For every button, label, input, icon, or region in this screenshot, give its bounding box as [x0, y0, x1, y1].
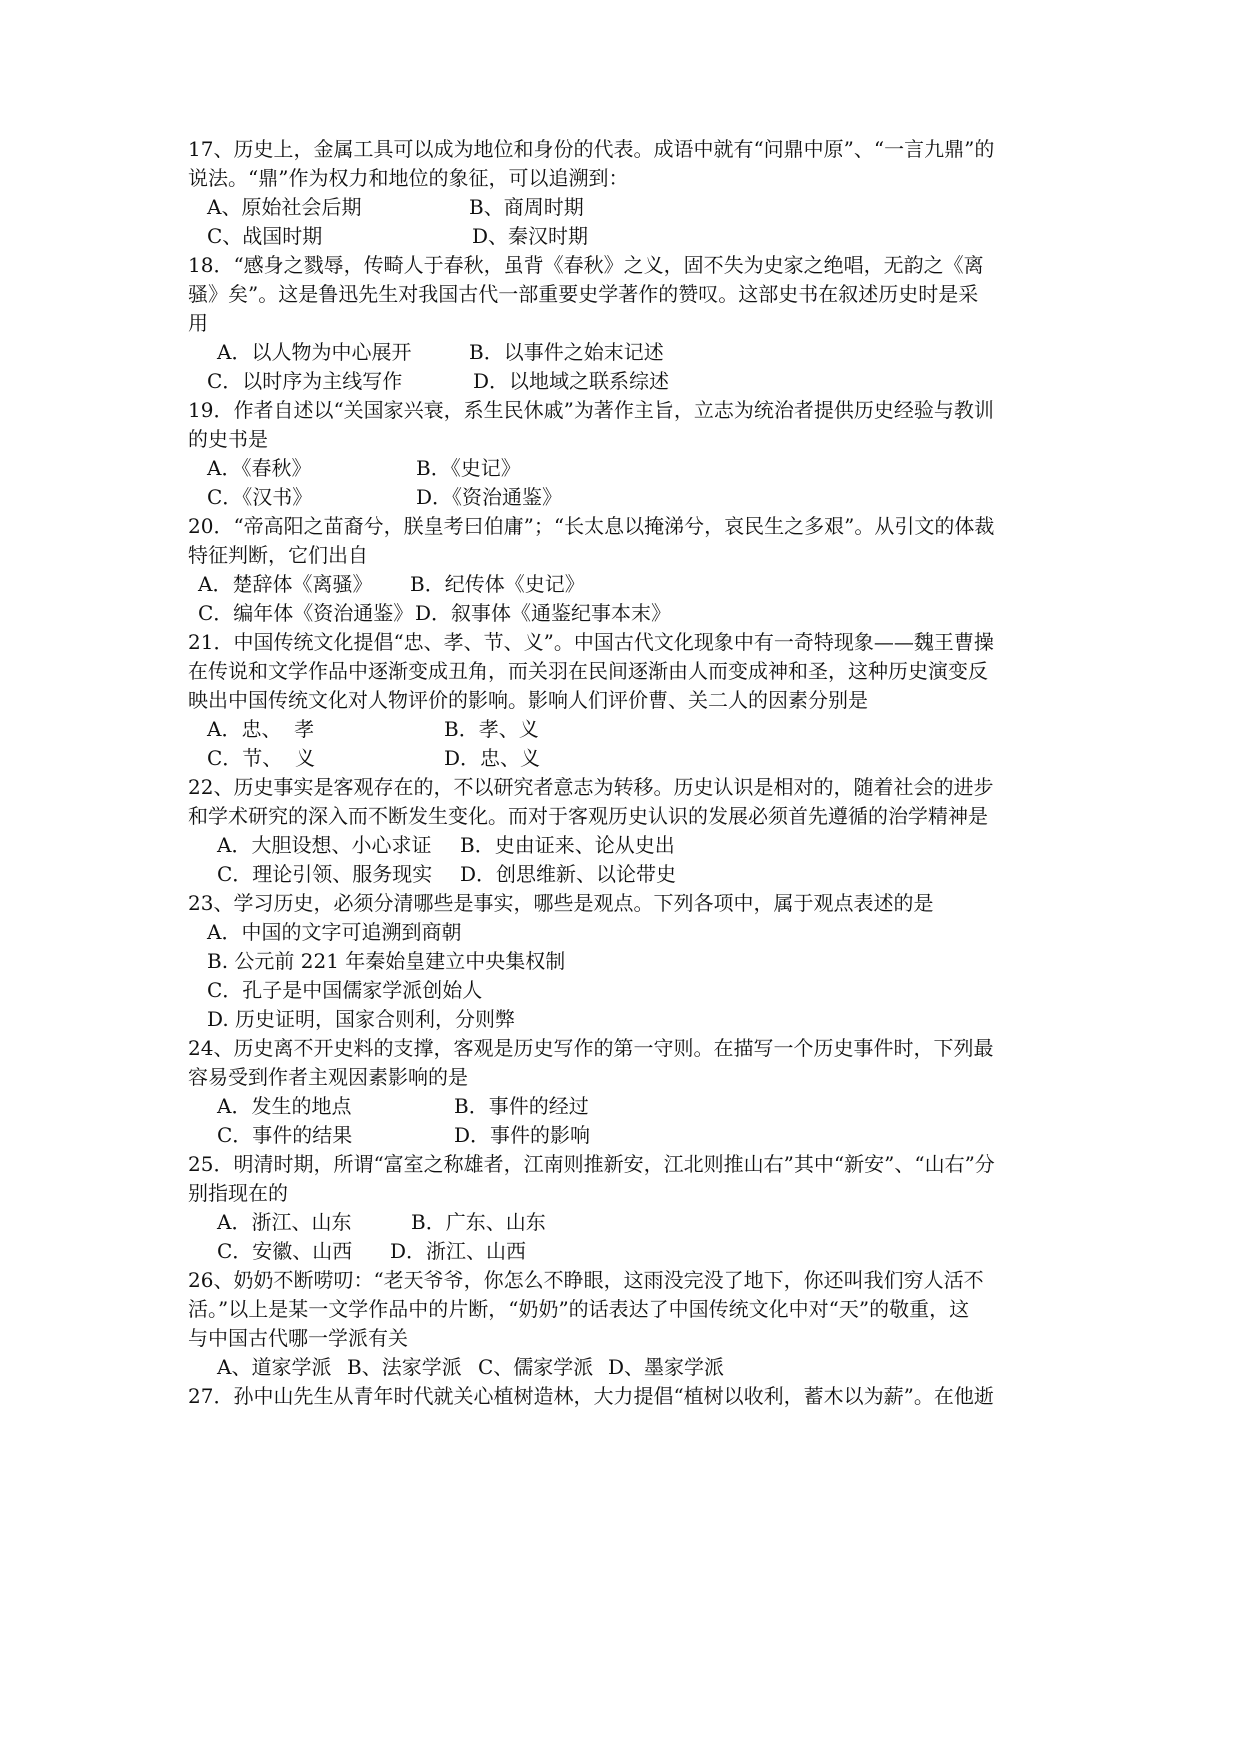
question-23-option-b[interactable]: B. 公元前 221 年秦始皇建立中央集权制 — [207, 949, 566, 973]
question-26-option-b[interactable]: B、法家学派 — [347, 1355, 462, 1379]
question-19-option-c[interactable]: C．《汉书》 — [207, 485, 313, 509]
question-17-option-b[interactable]: B、商周时期 — [469, 195, 584, 219]
question-20-stem-line-1: 20．“帝高阳之苗裔兮，朕皇考曰伯庸”；“长太息以掩涕兮，哀民生之多艰”。从引文的体裁 — [188, 514, 995, 538]
question-25-stem-line-2: 别指现在的 — [188, 1181, 288, 1205]
question-17-option-d[interactable]: D、秦汉时期 — [472, 224, 589, 248]
question-22-stem-line-2: 和学术研究的深入而不断发生变化。而对于客观历史认识的发展必须首先遵循的治学精神是 — [188, 804, 988, 828]
question-22-option-b[interactable]: B．史由证来、论从史出 — [460, 833, 675, 857]
question-21-option-a[interactable]: A．忠、 孝 — [207, 717, 315, 741]
question-17-option-a[interactable]: A、原始社会后期 — [207, 195, 362, 219]
question-19-stem-line-1: 19．作者自述以“关国家兴衰，系生民休戚”为著作主旨，立志为统治者提供历史经验与教训 — [188, 398, 994, 422]
question-24-stem-line-1: 24、历史离不开史料的支撑，客观是历史写作的第一守则。在描写一个历史事件时，下列最 — [188, 1036, 994, 1060]
question-19-option-a[interactable]: A．《春秋》 — [207, 456, 312, 480]
question-24-option-b[interactable]: B．事件的经过 — [454, 1094, 589, 1118]
question-19-option-b[interactable]: B．《史记》 — [416, 456, 521, 480]
question-20-option-a[interactable]: A．楚辞体《离骚》 — [198, 572, 373, 596]
question-22-option-a[interactable]: A．大胆设想、小心求证 — [217, 833, 432, 857]
question-18-option-a[interactable]: A．以人物为中心展开 — [217, 340, 412, 364]
question-22-option-d[interactable]: D．创思维新、以论带史 — [460, 862, 677, 886]
question-26-option-d[interactable]: D、墨家学派 — [608, 1355, 725, 1379]
question-19-stem-line-2: 的史书是 — [188, 427, 268, 451]
question-26-stem-line-2: 活。”以上是某一文学作品中的片断，“奶奶”的话表达了中国传统文化中对“天”的敬重，这 — [188, 1297, 970, 1321]
question-21-stem-line-3: 映出中国传统文化对人物评价的影响。影响人们评价曹、关二人的因素分别是 — [188, 688, 868, 712]
question-20-option-c[interactable]: C．编年体《资治通鉴》 — [198, 601, 414, 625]
question-21-option-c[interactable]: C．节、 义 — [207, 746, 316, 770]
question-25-option-c[interactable]: C．安徽、山西 — [217, 1239, 353, 1263]
question-18-option-b[interactable]: B．以事件之始末记述 — [469, 340, 664, 364]
question-25-option-a[interactable]: A．浙江、山东 — [217, 1210, 352, 1234]
question-20-option-b[interactable]: B．纪传体《史记》 — [410, 572, 585, 596]
question-25-stem-line-1: 25．明清时期，所谓“富室之称雄者，江南则推新安，江北则推山右”其中“新安”、“山右”分 — [188, 1152, 995, 1176]
question-18-stem-line-1: 18．“感身之戮辱，传畸人于春秋，虽背《春秋》之义，固不失为史家之绝唱，无韵之《离 — [188, 253, 984, 277]
question-24-option-d[interactable]: D．事件的影响 — [454, 1123, 591, 1147]
question-18-option-c[interactable]: C．以时序为主线写作 — [207, 369, 403, 393]
question-18-stem-line-3: 用 — [188, 311, 208, 335]
question-23-option-d[interactable]: D. 历史证明，国家合则利，分则弊 — [207, 1007, 516, 1031]
question-21-option-d[interactable]: D．忠、义 — [444, 746, 541, 770]
question-17-option-c[interactable]: C、战国时期 — [207, 224, 323, 248]
question-24-option-c[interactable]: C．事件的结果 — [217, 1123, 353, 1147]
question-17-stem-line-1: 17、历史上，金属工具可以成为地位和身份的代表。成语中就有“问鼎中原”、“一言九鼎”的 — [188, 137, 995, 161]
question-20-option-d[interactable]: D．叙事体《通鉴纪事本末》 — [415, 601, 672, 625]
question-27-stem-line-1: 27．孙中山先生从青年时代就关心植树造林，大力提倡“植树以收利，蓄木以为薪”。在他逝 — [188, 1384, 994, 1408]
question-26-stem-line-3: 与中国古代哪一学派有关 — [188, 1326, 408, 1350]
question-18-stem-line-2: 骚》矣”。这是鲁迅先生对我国古代一部重要史学著作的赞叹。这部史书在叙述历史时是采 — [188, 282, 979, 306]
question-21-option-b[interactable]: B．孝、义 — [444, 717, 539, 741]
question-24-option-a[interactable]: A．发生的地点 — [217, 1094, 352, 1118]
question-18-option-d[interactable]: D．以地域之联系综述 — [473, 369, 670, 393]
question-24-stem-line-2: 容易受到作者主观因素影响的是 — [188, 1065, 468, 1089]
question-23-option-a[interactable]: A．中国的文字可追溯到商朝 — [207, 920, 462, 944]
question-25-option-b[interactable]: B．广东、山东 — [411, 1210, 546, 1234]
question-26-option-c[interactable]: C、儒家学派 — [478, 1355, 594, 1379]
question-26-stem-line-1: 26、奶奶不断唠叨：“老天爷爷，你怎么不睁眼，这雨没完没了地下，你还叫我们穷人活不 — [188, 1268, 984, 1292]
question-17-stem-line-2: 说法。“鼎”作为权力和地位的象征，可以追溯到： — [188, 166, 629, 190]
question-23-stem-line-1: 23、学习历史，必须分清哪些是事实，哪些是观点。下列各项中，属于观点表述的是 — [188, 891, 934, 915]
question-23-option-c[interactable]: C．孔子是中国儒家学派创始人 — [207, 978, 483, 1002]
question-25-option-d[interactable]: D．浙江、山西 — [390, 1239, 527, 1263]
question-19-option-d[interactable]: D．《资治通鉴》 — [416, 485, 563, 509]
question-26-option-a[interactable]: A、道家学派 — [217, 1355, 332, 1379]
question-22-option-c[interactable]: C．理论引领、服务现实 — [217, 862, 433, 886]
question-22-stem-line-1: 22、历史事实是客观存在的，不以研究者意志为转移。历史认识是相对的，随着社会的进步 — [188, 775, 994, 799]
question-20-stem-line-2: 特征判断，它们出自 — [188, 543, 368, 567]
question-21-stem-line-2: 在传说和文学作品中逐渐变成丑角，而关羽在民间逐渐由人而变成神和圣，这种历史演变反 — [188, 659, 988, 683]
question-21-stem-line-1: 21．中国传统文化提倡“忠、孝、节、义”。中国古代文化现象中有一奇特现象——魏王曹操 — [188, 630, 994, 654]
